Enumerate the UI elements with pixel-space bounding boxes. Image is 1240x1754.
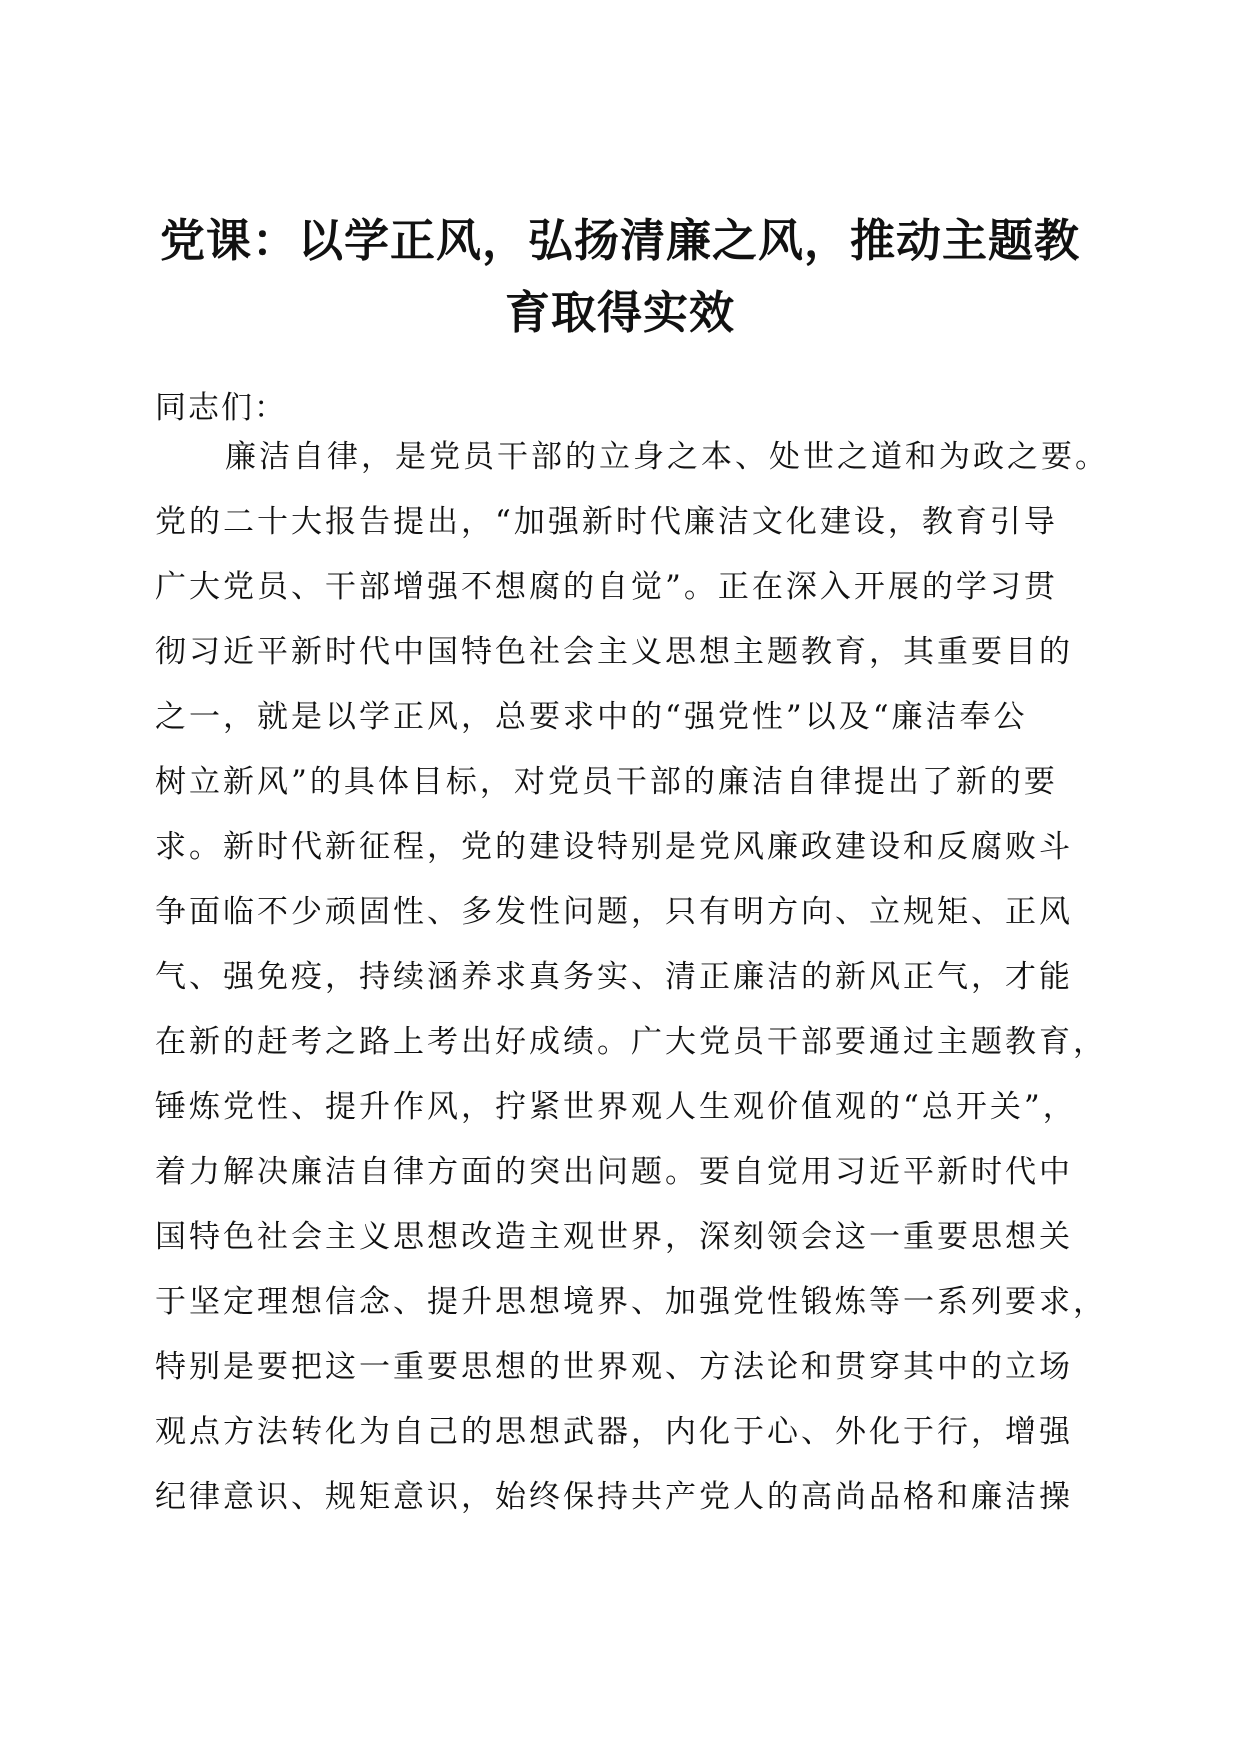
paragraph-line: 树立新风”的具体目标，对党员干部的廉洁自律提出了新的要 — [155, 764, 1058, 800]
paragraph-line: 争面临不少顽固性、多发性问题，只有明方向、立规矩、正风 — [155, 894, 1073, 930]
paragraph-line: 之一，就是以学正风，总要求中的“强党性”以及“廉洁奉公 — [155, 699, 1028, 735]
paragraph-line: 党的二十大报告提出，“加强新时代廉洁文化建设，教育引导 — [155, 504, 1058, 540]
paragraph-line: 着力解决廉洁自律方面的突出问题。要自觉用习近平新时代中 — [155, 1154, 1073, 1190]
paragraph-line: 锤炼党性、提升作风，拧紧世界观人生观价值观的“总开关”， — [155, 1089, 1077, 1125]
paragraph-line: 广大党员、干部增强不想腐的自觉”。正在深入开展的学习贯 — [155, 569, 1058, 605]
paragraph-line: 国特色社会主义思想改造主观世界，深刻领会这一重要思想关 — [155, 1219, 1073, 1255]
salutation: 同志们： — [155, 390, 287, 426]
paragraph-line: 在新的赶考之路上考出好成绩。广大党员干部要通过主题教育， — [155, 1024, 1107, 1060]
document-title — [150, 205, 1090, 349]
paragraph-line: 观点方法转化为自己的思想武器，内化于心、外化于行，增强 — [155, 1414, 1073, 1450]
paragraph-line: 求。新时代新征程，党的建设特别是党风廉政建设和反腐败斗 — [155, 829, 1073, 865]
paragraph-line: 廉洁自律，是党员干部的立身之本、处世之道和为政之要。 — [225, 439, 1109, 475]
paragraph-line: 彻习近平新时代中国特色社会主义思想主题教育，其重要目的 — [155, 634, 1073, 670]
title-line: 党课：以学正风，弘扬清廉之风，推动主题教 — [159, 214, 1080, 267]
paragraph-line: 纪律意识、规矩意识，始终保持共产党人的高尚品格和廉洁操 — [155, 1479, 1073, 1515]
title-line: 育取得实效 — [504, 286, 735, 339]
paragraph-line: 特别是要把这一重要思想的世界观、方法论和贯穿其中的立场 — [155, 1349, 1073, 1385]
paragraph-line: 气、强免疫，持续涵养求真务实、清正廉洁的新风正气，才能 — [155, 959, 1073, 995]
body-paragraph — [155, 425, 1109, 1530]
paragraph-line: 于坚定理想信念、提升思想境界、加强党性锻炼等一系列要求， — [155, 1284, 1107, 1320]
